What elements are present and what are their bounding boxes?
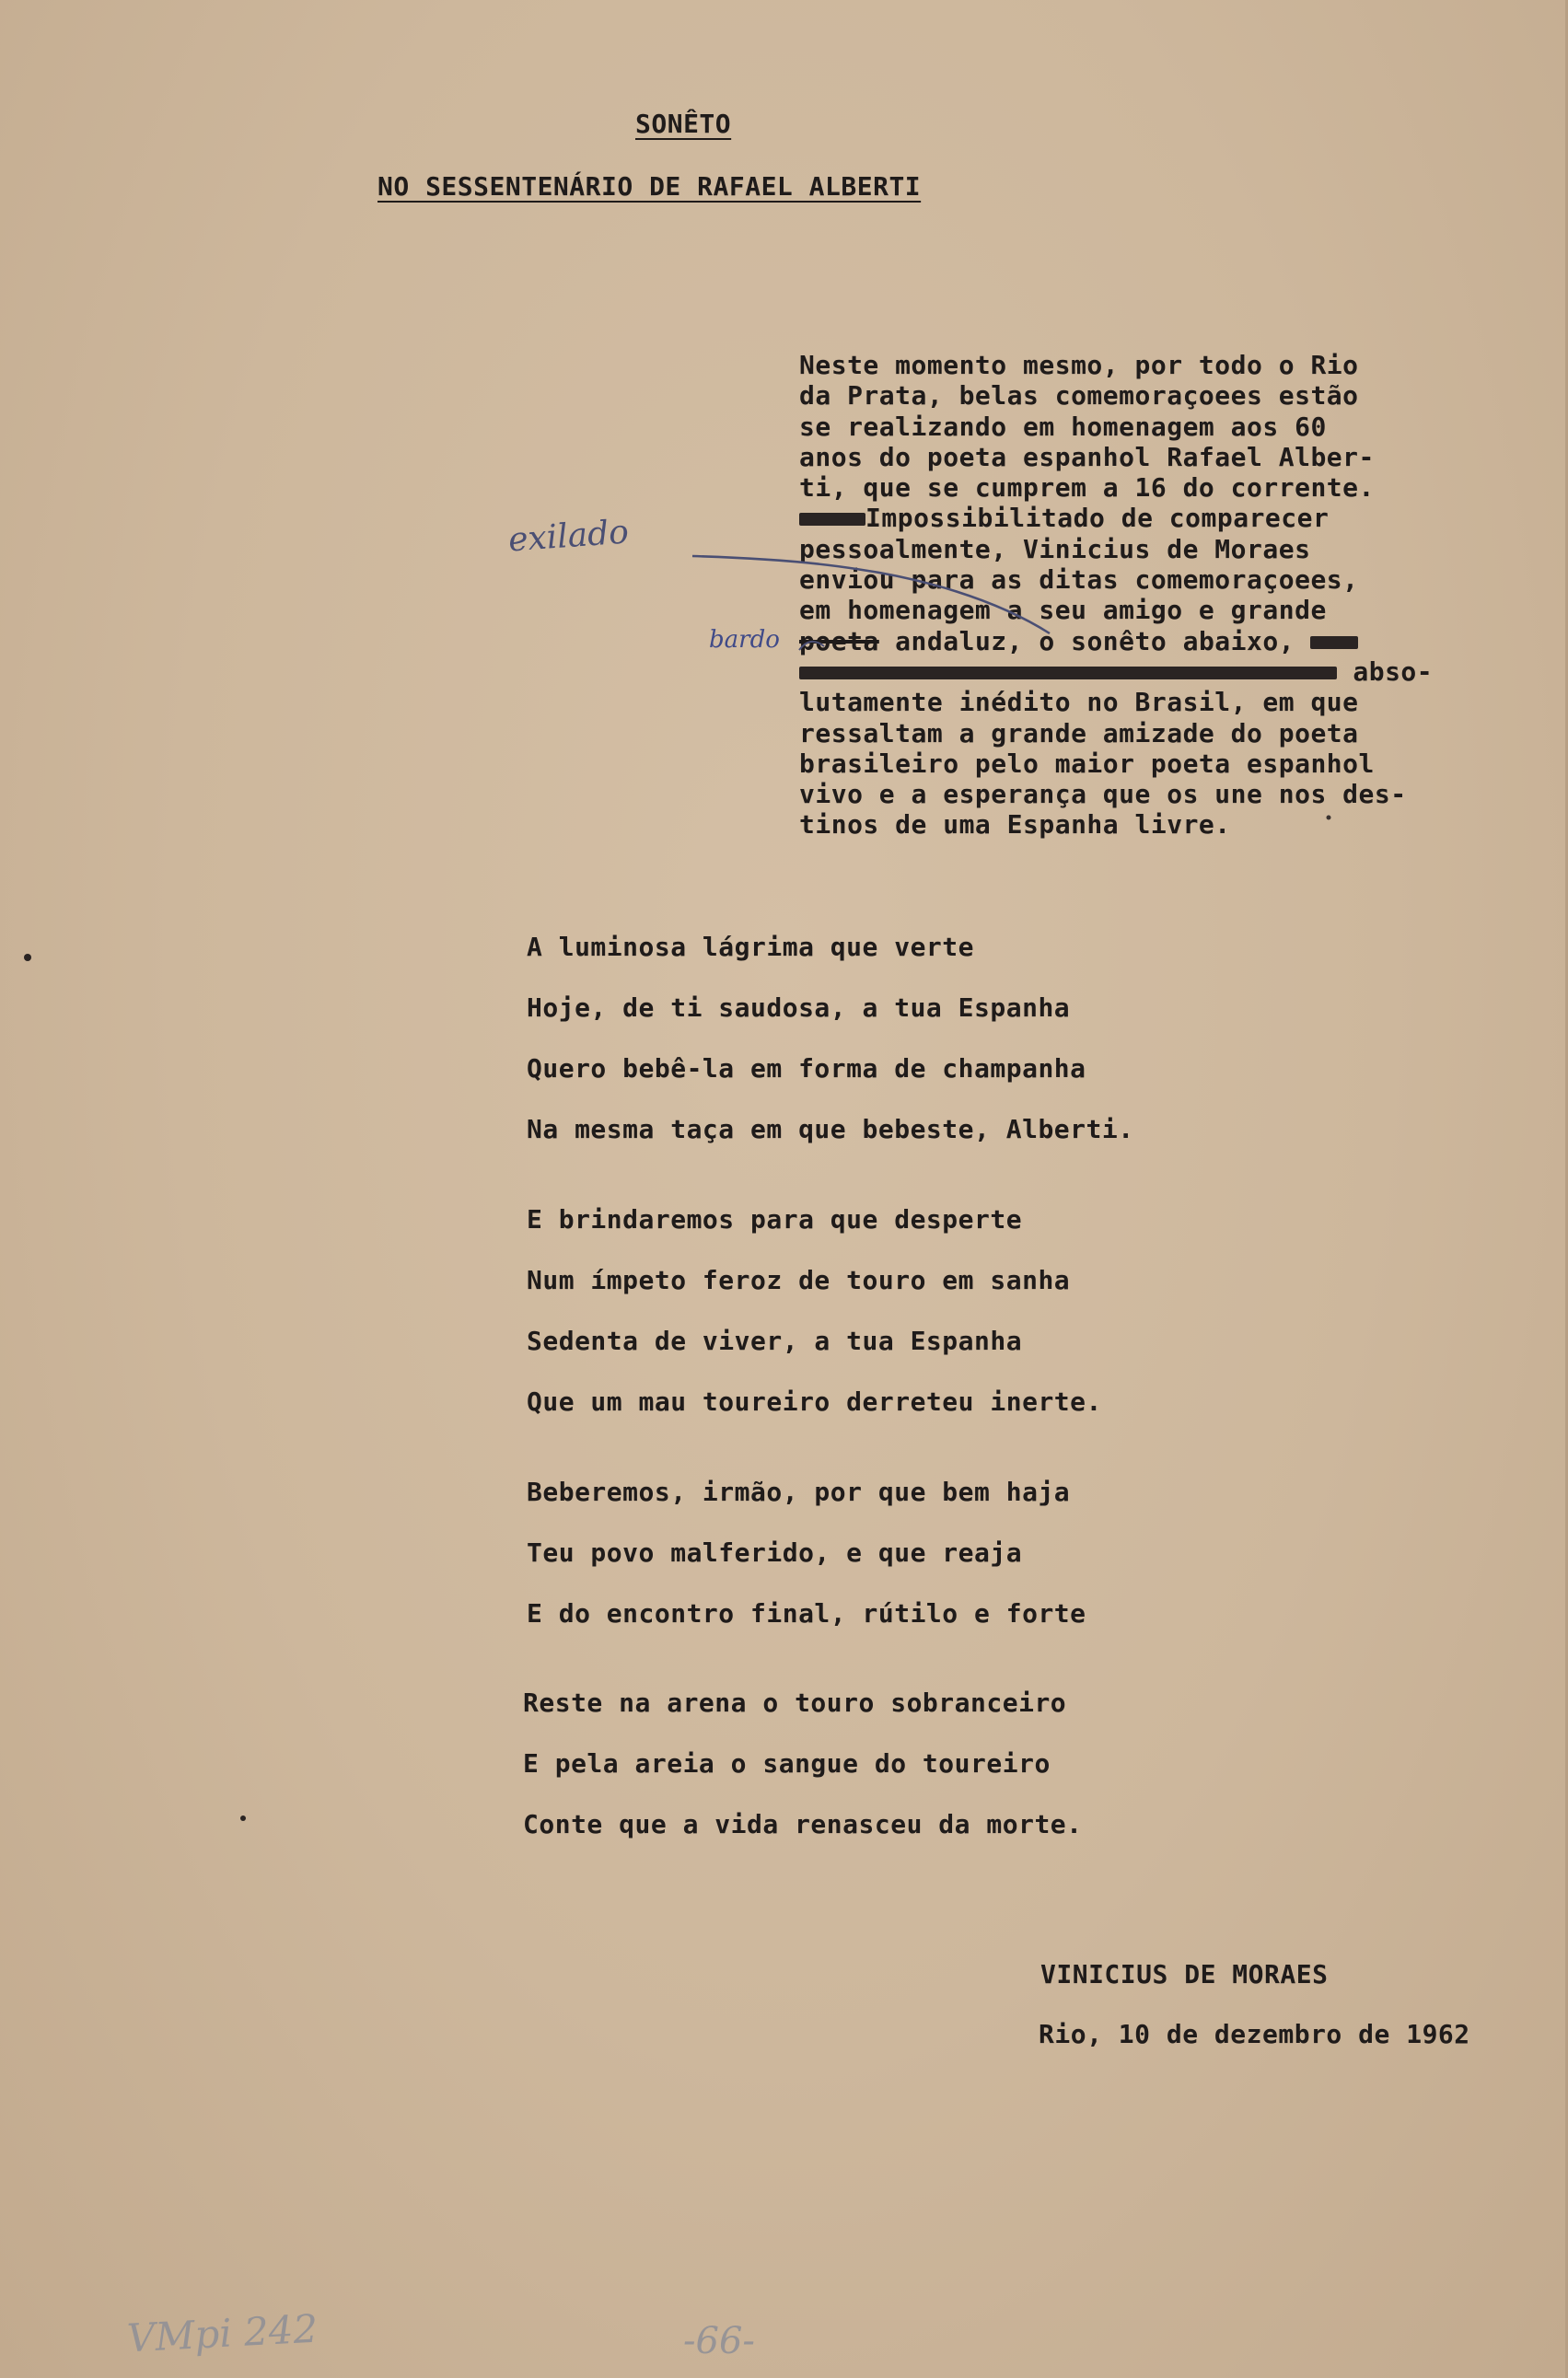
- verse-line: E do encontro final, rútilo e forte: [527, 1598, 1086, 1629]
- verse-line: Num ímpeto feroz de touro em sanha: [527, 1265, 1071, 1295]
- intro-line: vivo e a esperança que os une nos des-: [799, 779, 1407, 810]
- intro-line: ti, que se cumprem a 16 do corrente.: [799, 472, 1375, 504]
- stanza-1: [527, 917, 1134, 1160]
- document-title: SONÊTO: [635, 109, 732, 139]
- intro-line: se realizando em homenagem aos 60: [799, 411, 1327, 442]
- verse-line: Na mesma taça em que bebeste, Alberti.: [527, 1114, 1134, 1144]
- intro-line: anos do poeta espanhol Rafael Alber-: [799, 441, 1375, 472]
- paper-speck: [240, 1815, 246, 1821]
- document-subtitle: NO SESSENTENÁRIO DE RAFAEL ALBERTI: [377, 171, 922, 202]
- intro-line: lutamente inédito no Brasil, em que: [799, 687, 1359, 718]
- intro-line: tinos de uma Espanha livre.: [799, 809, 1231, 841]
- verse-line: A luminosa lágrima que verte: [527, 932, 975, 962]
- intro-line-with-strike: [799, 656, 1508, 687]
- intro-line-text: andaluz, o sonêto abaixo,: [895, 625, 1295, 656]
- intro-line: ressaltam a grande amizade do poeta: [799, 717, 1359, 748]
- author-signature: VINICIUS DE MORAES: [1040, 1959, 1329, 1989]
- intro-paragraph: [799, 350, 1508, 841]
- intro-line: Neste momento mesmo, por todo o Rio: [799, 350, 1359, 380]
- struck-out-mark: [799, 667, 1337, 679]
- paper-speck: [24, 954, 31, 961]
- intro-line-with-strike: [799, 503, 1508, 533]
- intro-line-text: abso-: [1353, 655, 1434, 687]
- struck-out-mark: [1310, 636, 1358, 649]
- intro-line-text: Impossibilitado de comparecer: [865, 503, 1330, 534]
- stanza-2: [527, 1189, 1102, 1433]
- verse-line: Reste na arena o touro sobranceiro: [523, 1688, 1067, 1718]
- page-number: -66-: [683, 2320, 755, 2362]
- stanza-3: [527, 1462, 1086, 1644]
- verse-line: Hoje, de ti saudosa, a tua Espanha: [527, 992, 1071, 1023]
- verse-line: Quero bebê-la em forma de champanha: [527, 1053, 1086, 1084]
- intro-line: da Prata, belas comemoraçoees estão: [799, 380, 1359, 412]
- archive-reference: VMpi 242: [125, 2305, 319, 2361]
- stanza-4: [523, 1673, 1083, 1855]
- intro-line: brasileiro pelo maior poeta espanhol: [799, 748, 1375, 779]
- verse-line: E brindaremos para que desperte: [527, 1204, 1023, 1235]
- intro-line: em homenagem a seu amigo e grande: [799, 595, 1327, 626]
- handwritten-margin-note: exilado: [506, 513, 631, 560]
- verse-line: Sedenta de viver, a tua Espanha: [527, 1326, 1023, 1356]
- verse-line: Beberemos, irmão, por que bem haja: [527, 1477, 1071, 1507]
- struck-out-mark: [799, 513, 865, 526]
- struck-word: poeta: [799, 625, 879, 656]
- verse-line: Conte que a vida renasceu da morte.: [523, 1809, 1083, 1839]
- intro-line-with-strike: [799, 626, 1508, 656]
- place-date: Rio, 10 de dezembro de 1962: [1039, 2019, 1470, 2049]
- verse-line: Teu povo malferido, e que reaja: [527, 1537, 1023, 1568]
- verse-line: Que um mau toureiro derreteu inerte.: [527, 1386, 1102, 1417]
- intro-line: pessoalmente, Vinicius de Moraes: [799, 533, 1311, 564]
- verse-line: E pela areia o sangue do toureiro: [523, 1748, 1051, 1779]
- intro-line: enviou para as ditas comemoraçoees,: [799, 564, 1359, 596]
- handwritten-correction: bardo: [709, 626, 780, 654]
